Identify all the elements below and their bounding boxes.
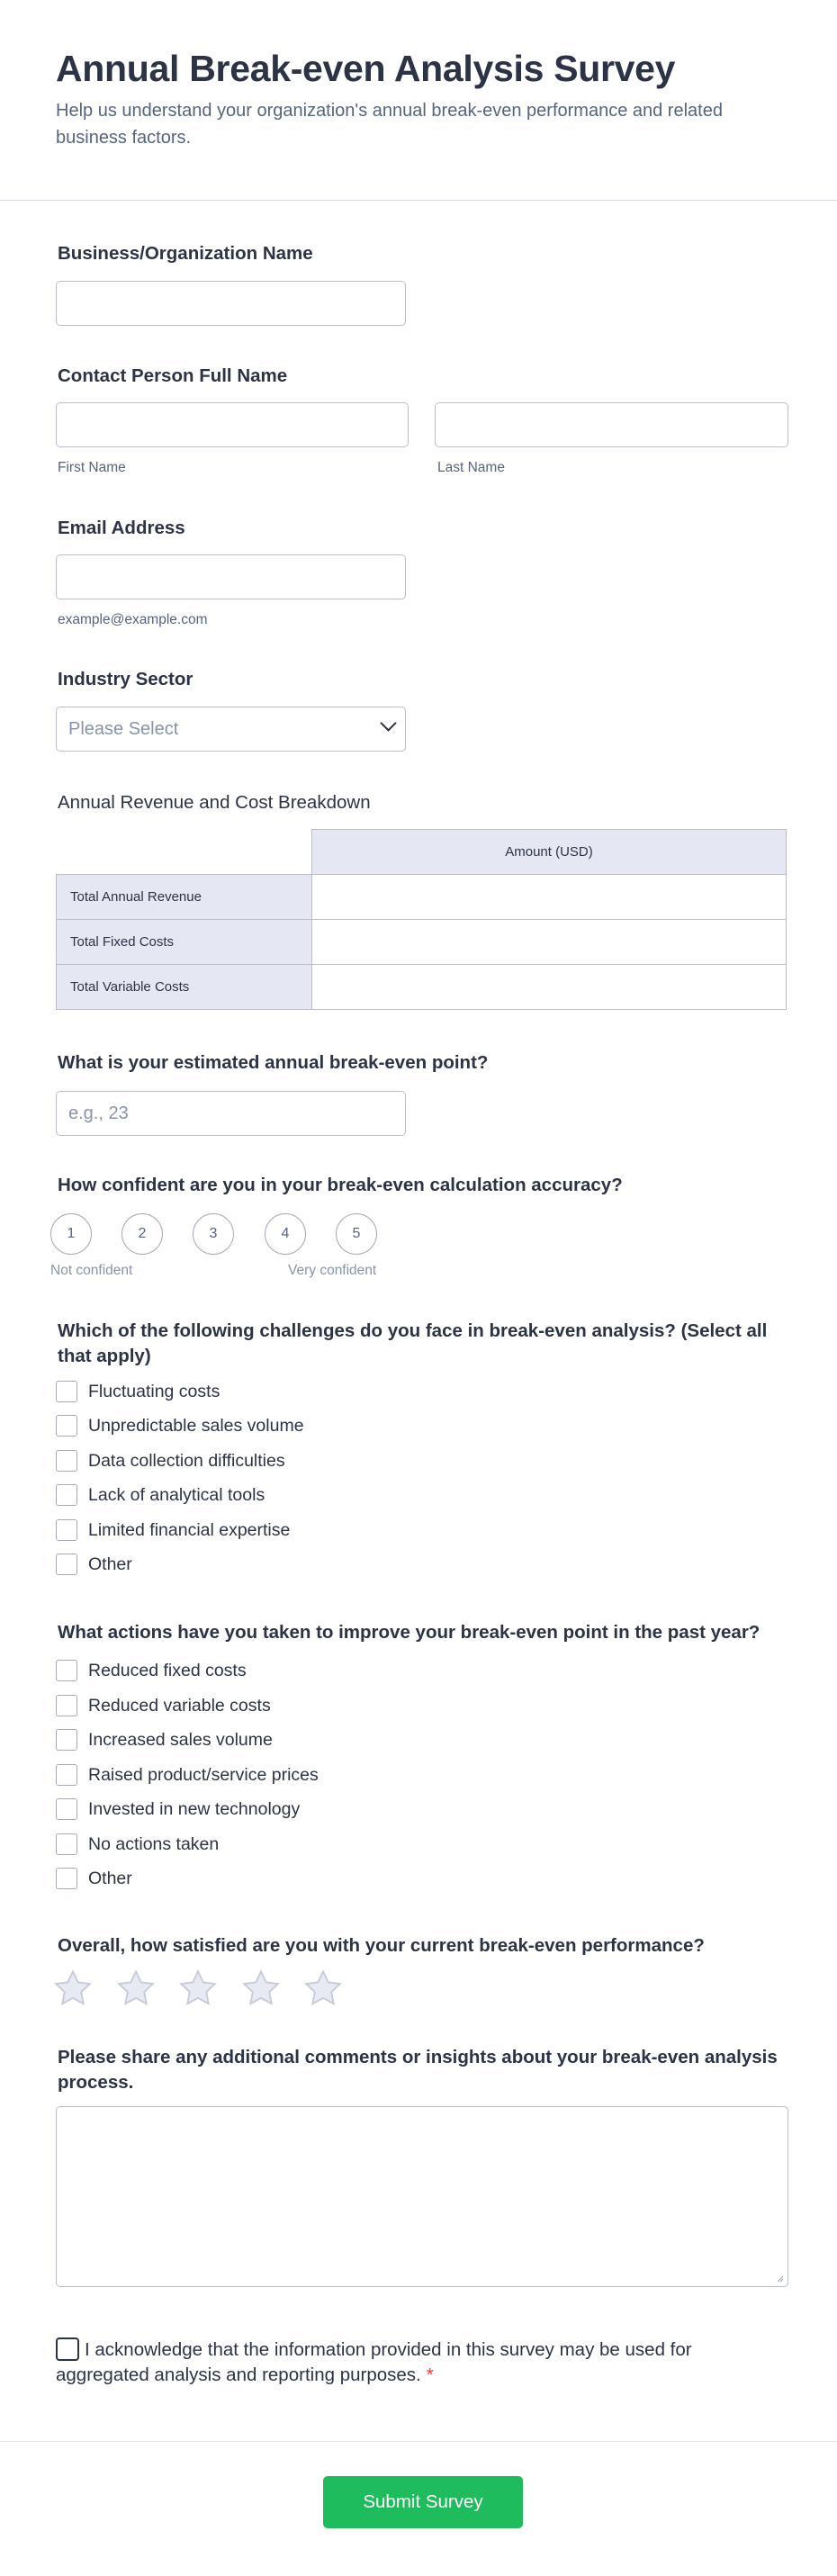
checkbox-label: Increased sales volume: [88, 1729, 273, 1750]
checkbox-label: Other: [88, 1554, 132, 1574]
scale-option[interactable]: 2: [122, 1213, 163, 1255]
acknowledge-field: [56, 2337, 740, 2388]
required-mark: *: [426, 2364, 434, 2385]
first-name-input[interactable]: [56, 402, 409, 447]
matrix-amount-input[interactable]: [312, 875, 787, 920]
matrix-row-header: Total Variable Costs: [57, 965, 312, 1010]
checkbox-option[interactable]: [56, 1414, 304, 1437]
checkbox-label: Data collection difficulties: [88, 1450, 285, 1471]
satisfaction-label: Overall, how satisfied are you with your current break-even performance?: [58, 1935, 705, 1956]
checkbox-option[interactable]: [56, 1797, 300, 1821]
industry-label: Industry Sector: [58, 669, 194, 689]
acknowledge-text: I acknowledge that the information provided in this survey may be used for aggregated analysis and reporting purposes.: [56, 2339, 692, 2385]
matrix-amount-input[interactable]: [312, 920, 787, 965]
checkbox-label: Reduced fixed costs: [88, 1660, 247, 1680]
table-row: [57, 920, 787, 965]
checkbox-option[interactable]: [56, 1833, 219, 1856]
star-icon[interactable]: [178, 1968, 218, 2008]
last-name-sublabel: Last Name: [437, 460, 505, 475]
checkbox-option[interactable]: [56, 1483, 265, 1507]
matrix-row-header: Total Fixed Costs: [57, 920, 312, 965]
revenue-cost-matrix: [56, 829, 787, 1010]
checkbox-label: Unpredictable sales volume: [88, 1415, 304, 1436]
checkbox[interactable]: [56, 1764, 77, 1786]
comments-textarea[interactable]: [56, 2106, 788, 2287]
business-name-label: Business/Organization Name: [58, 243, 313, 264]
checkbox[interactable]: [56, 1450, 77, 1472]
breakeven-input[interactable]: [56, 1091, 406, 1136]
email-label: Email Address: [58, 518, 185, 538]
checkbox-option[interactable]: [56, 1659, 247, 1682]
checkbox-label: Lack of analytical tools: [88, 1484, 266, 1505]
star-icon[interactable]: [303, 1968, 343, 2008]
checkbox[interactable]: [56, 1833, 77, 1855]
page-subtitle: Help us understand your organization's annual break-even performance and related business factors.: [56, 101, 723, 148]
breakeven-placeholder: e.g., 23: [68, 1103, 129, 1123]
checkbox-label: Limited financial expertise: [88, 1519, 291, 1540]
chevron-down-icon: [380, 715, 396, 731]
checkbox[interactable]: [56, 1660, 77, 1681]
checkbox-option[interactable]: [56, 1728, 273, 1752]
scale-option[interactable]: 1: [50, 1213, 92, 1255]
matrix-corner: [57, 830, 312, 875]
matrix-amount-input[interactable]: [312, 965, 787, 1010]
matrix-column-header: Amount (USD): [312, 830, 787, 875]
resize-handle-icon[interactable]: [775, 2274, 784, 2283]
challenges-label: Which of the following challenges do you face in break-even analysis? (Select all that apply): [58, 1320, 768, 1366]
checkbox-option[interactable]: [56, 1763, 319, 1787]
contact-name-label: Contact Person Full Name: [58, 365, 288, 386]
checkbox[interactable]: [56, 1484, 77, 1506]
last-name-input[interactable]: [435, 402, 788, 447]
industry-select[interactable]: [56, 707, 406, 752]
checkbox[interactable]: [56, 1519, 77, 1541]
page-title: Annual Break-even Analysis Survey: [56, 48, 676, 89]
checkbox-option[interactable]: [56, 1867, 132, 1890]
scale-option[interactable]: 5: [336, 1213, 377, 1255]
matrix-row-header: Total Annual Revenue: [57, 875, 312, 920]
checkbox[interactable]: [56, 1415, 77, 1437]
scale-option[interactable]: 3: [193, 1213, 234, 1255]
email-sublabel: example@example.com: [58, 612, 208, 627]
submit-button[interactable]: Submit Survey: [323, 2476, 523, 2528]
scale-high-label: Very confident: [288, 1263, 377, 1278]
star-icon[interactable]: [53, 1968, 93, 2008]
checkbox[interactable]: [56, 1868, 77, 1889]
checkbox-label: Raised product/service prices: [88, 1764, 319, 1785]
checkbox-label: Reduced variable costs: [88, 1695, 271, 1716]
checkbox[interactable]: [56, 1381, 77, 1402]
comments-label: Please share any additional comments or insights about your break-even analysis process.: [58, 2047, 778, 2093]
footer-divider: [0, 2441, 837, 2442]
matrix-label: Annual Revenue and Cost Breakdown: [58, 792, 371, 813]
first-name-sublabel: First Name: [58, 460, 126, 475]
checkbox[interactable]: [56, 1695, 77, 1716]
checkbox[interactable]: [56, 1729, 77, 1751]
star-icon[interactable]: [241, 1968, 281, 2008]
business-name-input[interactable]: [56, 281, 406, 326]
checkbox[interactable]: [56, 1798, 77, 1820]
star-icon[interactable]: [116, 1968, 156, 2008]
email-input[interactable]: [56, 554, 406, 599]
checkbox-option[interactable]: [56, 1553, 132, 1576]
scale-option[interactable]: 4: [265, 1213, 306, 1255]
checkbox-option[interactable]: [56, 1380, 220, 1403]
form-header: [0, 0, 837, 201]
table-row: [57, 965, 787, 1010]
checkbox-option[interactable]: [56, 1449, 285, 1473]
breakeven-label: What is your estimated annual break-even point?: [58, 1052, 489, 1073]
confidence-label: How confident are you in your break-even calculation accuracy?: [58, 1175, 623, 1195]
checkbox-label: Invested in new technology: [88, 1798, 301, 1819]
checkbox-label: No actions taken: [88, 1833, 220, 1854]
checkbox-option[interactable]: [56, 1518, 290, 1542]
checkbox-label: Other: [88, 1868, 132, 1888]
industry-placeholder: Please Select: [68, 718, 179, 739]
scale-low-label: Not confident: [50, 1263, 133, 1278]
actions-label: What actions have you taken to improve your break-even point in the past year?: [58, 1622, 760, 1643]
checkbox-label: Fluctuating costs: [88, 1381, 220, 1401]
table-row: [57, 875, 787, 920]
checkbox[interactable]: [56, 1554, 77, 1575]
checkbox-option[interactable]: [56, 1694, 271, 1717]
acknowledge-checkbox[interactable]: [56, 2337, 79, 2361]
